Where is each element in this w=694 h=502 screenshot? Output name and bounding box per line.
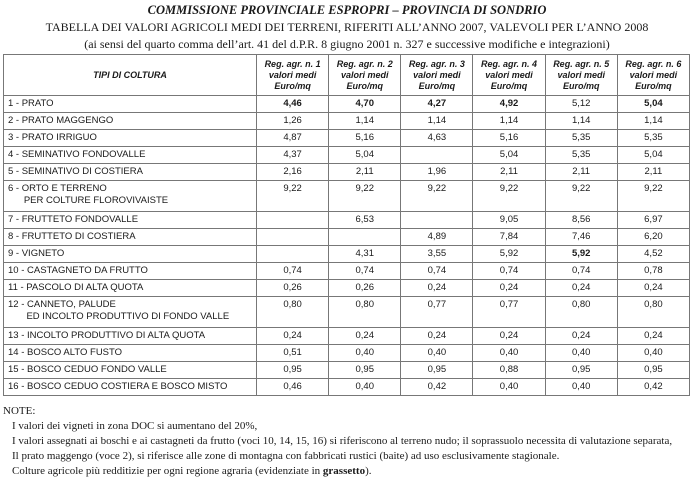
- value-cell: 0,24: [473, 328, 545, 345]
- note-bold: grassetto: [322, 465, 366, 477]
- values-table: [3, 54, 690, 396]
- column-header-coltura: TIPI DI COLTURA: [4, 55, 257, 96]
- value-cell: 0,80: [257, 297, 329, 328]
- value-cell: 0,95: [545, 362, 617, 379]
- value-cell: 0,46: [257, 379, 329, 396]
- note: I valori dei vigneti in zona DOC si aumentano del 20%,: [12, 420, 258, 432]
- value-cell: 4,89: [401, 229, 473, 246]
- value-cell: 0,40: [545, 345, 617, 362]
- value-cell: 4,63: [401, 130, 473, 147]
- crop-type: 10 - CASTAGNETO DA FRUTTO: [4, 263, 257, 280]
- value-cell: 0,88: [473, 362, 545, 379]
- value-cell: 1,14: [545, 113, 617, 130]
- crop-type: 1 - PRATO: [4, 96, 257, 113]
- value-cell: 9,22: [545, 181, 617, 212]
- value-cell: 0,74: [545, 263, 617, 280]
- table-row: [4, 246, 690, 263]
- crop-type: 16 - BOSCO CEDUO COSTIERA E BOSCO MISTO: [4, 379, 257, 396]
- column-header-region-6: Reg. agr. n. 6 valori medi Euro/mq: [617, 55, 689, 96]
- crop-type: 15 - BOSCO CEDUO FONDO VALLE: [4, 362, 257, 379]
- value-cell: 1,14: [401, 113, 473, 130]
- value-cell: 2,11: [545, 164, 617, 181]
- value-cell: 5,92: [545, 246, 617, 263]
- notes-heading: NOTE:: [3, 405, 36, 417]
- value-cell: 0,51: [257, 345, 329, 362]
- value-cell: 5,16: [329, 130, 401, 147]
- value-cell: 0,74: [473, 263, 545, 280]
- value-cell: 1,26: [257, 113, 329, 130]
- value-cell: 0,24: [329, 328, 401, 345]
- value-cell: 0,42: [401, 379, 473, 396]
- value-cell: 1,14: [473, 113, 545, 130]
- table-row: [4, 328, 690, 345]
- value-cell: 6,97: [617, 212, 689, 229]
- value-cell: [257, 246, 329, 263]
- column-header-region-3: Reg. agr. n. 3 valori medi Euro/mq: [401, 55, 473, 96]
- value-cell: 1,96: [401, 164, 473, 181]
- value-cell: 0,24: [401, 280, 473, 297]
- column-header-region-5: Reg. agr. n. 5 valori medi Euro/mq: [545, 55, 617, 96]
- table-row: [4, 345, 690, 362]
- value-cell: 5,35: [617, 130, 689, 147]
- value-cell: [257, 212, 329, 229]
- table-row: [4, 362, 690, 379]
- crop-type: 9 - VIGNETO: [4, 246, 257, 263]
- value-cell: 5,04: [617, 96, 689, 113]
- column-header-region-2: Reg. agr. n. 2 valori medi Euro/mq: [329, 55, 401, 96]
- table-row: [4, 130, 690, 147]
- value-cell: 9,22: [257, 181, 329, 212]
- value-cell: 0,40: [473, 345, 545, 362]
- note-text: ).: [365, 465, 372, 477]
- value-cell: 0,24: [617, 280, 689, 297]
- value-cell: 8,56: [545, 212, 617, 229]
- column-header-region-1: Reg. agr. n. 1 valori medi Euro/mq: [257, 55, 329, 96]
- value-cell: 0,95: [401, 362, 473, 379]
- value-cell: 5,04: [473, 147, 545, 164]
- value-cell: 0,24: [473, 280, 545, 297]
- legal-reference: (ai sensi del quarto comma dell’art. 41 del d.P.R. 8 giugno 2001 n. 327 e successive modifiche e integrazioni): [84, 37, 610, 51]
- table-row: [4, 96, 690, 113]
- value-cell: 4,70: [329, 96, 401, 113]
- crop-type: 7 - FRUTTETO FONDOVALLE: [4, 212, 257, 229]
- table-row: [4, 212, 690, 229]
- document-title: COMMISSIONE PROVINCIALE ESPROPRI – PROVINCIA DI SONDRIO: [147, 3, 547, 17]
- value-cell: 6,20: [617, 229, 689, 246]
- note: Il prato maggengo (voce 2), si riferisce alle zone di montagna con fabbricati rustici (baite) ad uso esclusivamente stagionale.: [12, 450, 560, 462]
- table-row: [4, 181, 690, 212]
- value-cell: 6,53: [329, 212, 401, 229]
- value-cell: 0,40: [329, 379, 401, 396]
- value-cell: 5,12: [545, 96, 617, 113]
- crop-type: 11 - PASCOLO DI ALTA QUOTA: [4, 280, 257, 297]
- value-cell: 0,95: [329, 362, 401, 379]
- value-cell: 4,37: [257, 147, 329, 164]
- note: [3, 464, 691, 479]
- value-cell: 0,24: [617, 328, 689, 345]
- value-cell: 0,40: [329, 345, 401, 362]
- table-header: [4, 55, 690, 96]
- value-cell: 5,35: [545, 130, 617, 147]
- crop-type: 13 - INCOLTO PRODUTTIVO DI ALTA QUOTA: [4, 328, 257, 345]
- value-cell: 0,80: [329, 297, 401, 328]
- note-text: Colture agricole più redditizie per ogni regione agraria (evidenziate in: [12, 465, 323, 477]
- value-cell: 0,26: [257, 280, 329, 297]
- value-cell: 0,95: [257, 362, 329, 379]
- value-cell: 0,77: [401, 297, 473, 328]
- value-cell: 5,16: [473, 130, 545, 147]
- value-cell: 1,14: [617, 113, 689, 130]
- value-cell: 9,22: [329, 181, 401, 212]
- value-cell: 0,80: [545, 297, 617, 328]
- value-cell: 0,95: [617, 362, 689, 379]
- value-cell: 4,87: [257, 130, 329, 147]
- value-cell: 2,11: [473, 164, 545, 181]
- value-cell: 0,40: [617, 345, 689, 362]
- table-row: [4, 164, 690, 181]
- value-cell: 4,27: [401, 96, 473, 113]
- crop-type: 6 - ORTO E TERRENO PER COLTURE FLOROVIVAISTE: [4, 181, 257, 212]
- value-cell: 0,74: [401, 263, 473, 280]
- table-row: [4, 229, 690, 246]
- value-cell: 9,05: [473, 212, 545, 229]
- value-cell: 5,04: [617, 147, 689, 164]
- notes: [3, 404, 691, 479]
- value-cell: 4,92: [473, 96, 545, 113]
- value-cell: 0,26: [329, 280, 401, 297]
- value-cell: 0,24: [257, 328, 329, 345]
- value-cell: 0,80: [617, 297, 689, 328]
- document-subtitle: TABELLA DEI VALORI AGRICOLI MEDI DEI TERRENI, RIFERITI ALL’ANNO 2007, VALEVOLI PER L’ANNO 2008: [45, 20, 649, 34]
- value-cell: 7,84: [473, 229, 545, 246]
- value-cell: 0,77: [473, 297, 545, 328]
- value-cell: [401, 212, 473, 229]
- value-cell: 4,52: [617, 246, 689, 263]
- value-cell: 4,46: [257, 96, 329, 113]
- table-row: [4, 263, 690, 280]
- value-cell: 0,40: [401, 345, 473, 362]
- value-cell: 5,35: [545, 147, 617, 164]
- value-cell: 7,46: [545, 229, 617, 246]
- value-cell: 9,22: [473, 181, 545, 212]
- value-cell: [401, 147, 473, 164]
- table-row: [4, 379, 690, 396]
- table-row: [4, 297, 690, 328]
- value-cell: 0,40: [473, 379, 545, 396]
- value-cell: 0,24: [401, 328, 473, 345]
- value-cell: [329, 229, 401, 246]
- value-cell: 9,22: [401, 181, 473, 212]
- table-row: [4, 113, 690, 130]
- value-cell: 2,16: [257, 164, 329, 181]
- value-cell: 1,14: [329, 113, 401, 130]
- value-cell: 0,42: [617, 379, 689, 396]
- crop-type: 14 - BOSCO ALTO FUSTO: [4, 345, 257, 362]
- value-cell: 0,74: [329, 263, 401, 280]
- table-row: [4, 280, 690, 297]
- value-cell: 0,24: [545, 280, 617, 297]
- column-header-region-4: Reg. agr. n. 4 valori medi Euro/mq: [473, 55, 545, 96]
- value-cell: 0,74: [257, 263, 329, 280]
- value-cell: 3,55: [401, 246, 473, 263]
- value-cell: 5,92: [473, 246, 545, 263]
- crop-type: 2 - PRATO MAGGENGO: [4, 113, 257, 130]
- value-cell: 2,11: [617, 164, 689, 181]
- value-cell: 5,04: [329, 147, 401, 164]
- value-cell: 4,31: [329, 246, 401, 263]
- crop-type: 4 - SEMINATIVO FONDOVALLE: [4, 147, 257, 164]
- crop-type: 8 - FRUTTETO DI COSTIERA: [4, 229, 257, 246]
- value-cell: 9,22: [617, 181, 689, 212]
- crop-type: 5 - SEMINATIVO DI COSTIERA: [4, 164, 257, 181]
- value-cell: 2,11: [329, 164, 401, 181]
- crop-type: 12 - CANNETO, PALUDE ED INCOLTO PRODUTTIVO DI FONDO VALLE: [4, 297, 257, 328]
- value-cell: 0,78: [617, 263, 689, 280]
- value-cell: 0,24: [545, 328, 617, 345]
- value-cell: 0,40: [545, 379, 617, 396]
- value-cell: [257, 229, 329, 246]
- crop-type: 3 - PRATO IRRIGUO: [4, 130, 257, 147]
- note: I valori assegnati ai boschi e ai castagneti da frutto (voci 10, 14, 15, 16) si riferiscono al terreno nudo; il soprassuolo necessita di valutazione separata,: [12, 435, 673, 447]
- table-row: [4, 147, 690, 164]
